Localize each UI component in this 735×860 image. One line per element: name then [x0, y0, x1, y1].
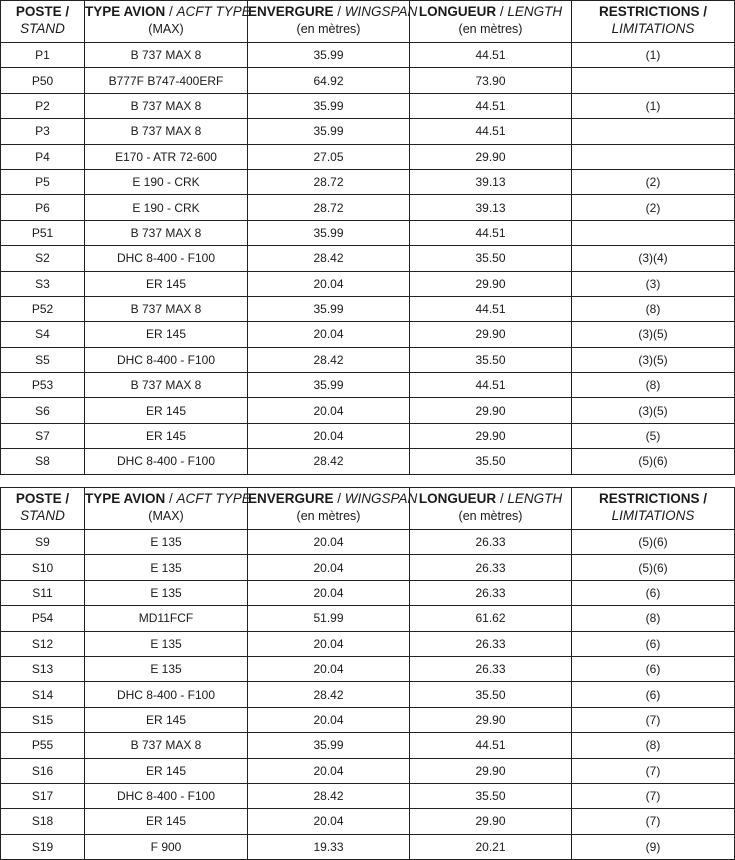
header-stand: [1, 1, 85, 43]
table-row: [1, 296, 735, 321]
header-rest-en: LIMITATIONS: [611, 21, 695, 36]
table-row: [1, 347, 735, 372]
cell-length: 26.33: [410, 580, 572, 605]
cell-stand: S11: [1, 580, 85, 605]
cell-wingspan: 27.05: [248, 144, 410, 169]
header-len-unit: (en mètres): [458, 22, 523, 36]
table-row: [1, 555, 735, 580]
cell-restrictions: (5)(6): [572, 530, 735, 555]
cell-wingspan: 51.99: [248, 606, 410, 631]
cell-restrictions: (5): [572, 423, 735, 448]
cell-length: 44.51: [410, 220, 572, 245]
table-row: [1, 220, 735, 245]
cell-stand: P53: [1, 373, 85, 398]
header-stand-fr: POSTE: [15, 491, 62, 506]
cell-stand: P2: [1, 93, 85, 118]
header-len-fr: LONGUEUR: [418, 491, 497, 506]
header-type-sep: /: [165, 491, 177, 506]
cell-aircraft-type: E 190 - CRK: [85, 195, 248, 220]
table-row: [1, 733, 735, 758]
cell-wingspan: 28.42: [248, 682, 410, 707]
cell-wingspan: 35.99: [248, 119, 410, 144]
cell-restrictions: [572, 144, 735, 169]
cell-stand: S14: [1, 682, 85, 707]
cell-aircraft-type: B 737 MAX 8: [85, 119, 248, 144]
cell-stand: S10: [1, 555, 85, 580]
header-type-sep: /: [165, 4, 177, 19]
cell-restrictions: [572, 68, 735, 93]
table-header-row: [1, 488, 735, 530]
cell-length: 35.50: [410, 682, 572, 707]
header-span-fr: ENVERGURE: [248, 491, 334, 506]
table-row: [1, 144, 735, 169]
header-stand-sep: /: [61, 491, 70, 506]
cell-restrictions: (6): [572, 580, 735, 605]
cell-length: 39.13: [410, 169, 572, 194]
cell-aircraft-type: DHC 8-400 - F100: [85, 783, 248, 808]
table-row: [1, 707, 735, 732]
cell-wingspan: 20.04: [248, 423, 410, 448]
cell-stand: P6: [1, 195, 85, 220]
cell-wingspan: 28.42: [248, 449, 410, 474]
table-body: [1, 43, 735, 475]
cell-restrictions: (6): [572, 631, 735, 656]
cell-aircraft-type: E 135: [85, 555, 248, 580]
cell-length: 35.50: [410, 246, 572, 271]
cell-aircraft-type: ER 145: [85, 271, 248, 296]
cell-wingspan: 28.42: [248, 783, 410, 808]
table-row: [1, 682, 735, 707]
cell-wingspan: 35.99: [248, 93, 410, 118]
header-rest-sep: /: [699, 491, 708, 506]
cell-stand: S19: [1, 834, 85, 859]
cell-stand: P51: [1, 220, 85, 245]
cell-restrictions: (1): [572, 43, 735, 68]
header-rest-fr: RESTRICTIONS: [598, 4, 700, 19]
cell-length: 26.33: [410, 555, 572, 580]
header-stand-fr: POSTE: [15, 4, 62, 19]
cell-aircraft-type: B 737 MAX 8: [85, 93, 248, 118]
header-length: [410, 1, 572, 43]
cell-restrictions: (8): [572, 296, 735, 321]
header-stand: [1, 488, 85, 530]
table-row: [1, 246, 735, 271]
cell-aircraft-type: DHC 8-400 - F100: [85, 246, 248, 271]
cell-aircraft-type: E 135: [85, 530, 248, 555]
stand-table-2: [0, 487, 735, 860]
cell-stand: P1: [1, 43, 85, 68]
header-stand-sep: /: [61, 4, 70, 19]
cell-wingspan: 20.04: [248, 707, 410, 732]
cell-wingspan: 20.04: [248, 555, 410, 580]
cell-restrictions: (9): [572, 834, 735, 859]
cell-length: 29.90: [410, 423, 572, 448]
header-len-fr: LONGUEUR: [418, 4, 497, 19]
header-stand-en: STAND: [20, 21, 65, 36]
table-body: [1, 530, 735, 860]
cell-stand: S6: [1, 398, 85, 423]
header-wingspan: [248, 488, 418, 530]
cell-stand: S4: [1, 322, 85, 347]
cell-stand: S2: [1, 246, 85, 271]
cell-restrictions: (8): [572, 733, 735, 758]
cell-stand: P54: [1, 606, 85, 631]
cell-wingspan: 20.04: [248, 580, 410, 605]
header-restrictions: [572, 1, 735, 43]
table-row: [1, 834, 735, 859]
header-length: [410, 488, 572, 530]
header-span-en: WINGSPAN: [344, 491, 418, 506]
cell-wingspan: 35.99: [248, 43, 410, 68]
cell-stand: S15: [1, 707, 85, 732]
cell-restrictions: [572, 119, 735, 144]
cell-wingspan: 28.42: [248, 246, 410, 271]
table-row: [1, 93, 735, 118]
header-span-sep: /: [333, 491, 345, 506]
cell-wingspan: 20.04: [248, 809, 410, 834]
cell-length: 61.62: [410, 606, 572, 631]
table-row: [1, 322, 735, 347]
cell-restrictions: (5)(6): [572, 555, 735, 580]
cell-restrictions: (6): [572, 682, 735, 707]
header-type-en: ACFT TYPE: [176, 4, 251, 19]
cell-stand: S7: [1, 423, 85, 448]
header-type-fr: TYPE AVION: [85, 4, 166, 19]
cell-stand: P3: [1, 119, 85, 144]
cell-stand: P4: [1, 144, 85, 169]
cell-length: 44.51: [410, 733, 572, 758]
cell-restrictions: (3)(5): [572, 347, 735, 372]
cell-length: 26.33: [410, 656, 572, 681]
cell-aircraft-type: E 135: [85, 631, 248, 656]
cell-length: 29.90: [410, 322, 572, 347]
cell-aircraft-type: B 737 MAX 8: [85, 43, 248, 68]
cell-length: 29.90: [410, 398, 572, 423]
cell-aircraft-type: B 737 MAX 8: [85, 733, 248, 758]
cell-length: 35.50: [410, 347, 572, 372]
cell-length: 44.51: [410, 119, 572, 144]
table-row: [1, 809, 735, 834]
table-row: [1, 119, 735, 144]
cell-restrictions: (6): [572, 656, 735, 681]
cell-restrictions: (7): [572, 707, 735, 732]
cell-restrictions: (8): [572, 373, 735, 398]
cell-restrictions: (7): [572, 809, 735, 834]
table-row: [1, 631, 735, 656]
header-span-unit: (en mètres): [296, 22, 361, 36]
header-rest-fr: RESTRICTIONS: [598, 491, 700, 506]
cell-wingspan: 20.04: [248, 530, 410, 555]
cell-aircraft-type: ER 145: [85, 322, 248, 347]
cell-wingspan: 20.04: [248, 271, 410, 296]
cell-length: 20.21: [410, 834, 572, 859]
header-span-fr: ENVERGURE: [248, 4, 334, 19]
cell-restrictions: (7): [572, 783, 735, 808]
cell-wingspan: 20.04: [248, 398, 410, 423]
cell-stand: S9: [1, 530, 85, 555]
cell-aircraft-type: ER 145: [85, 423, 248, 448]
cell-wingspan: 35.99: [248, 220, 410, 245]
cell-wingspan: 20.04: [248, 322, 410, 347]
cell-wingspan: 19.33: [248, 834, 410, 859]
cell-length: 29.90: [410, 707, 572, 732]
header-span-en: WINGSPAN: [344, 4, 418, 19]
cell-stand: P50: [1, 68, 85, 93]
table-row: [1, 606, 735, 631]
header-span-unit: (en mètres): [296, 509, 361, 523]
table-row: [1, 580, 735, 605]
header-len-sep: /: [496, 491, 508, 506]
header-len-unit: (en mètres): [458, 509, 523, 523]
cell-wingspan: 64.92: [248, 68, 410, 93]
cell-length: 44.51: [410, 373, 572, 398]
cell-restrictions: (3)(5): [572, 322, 735, 347]
header-wingspan: [248, 1, 418, 43]
cell-stand: S12: [1, 631, 85, 656]
cell-aircraft-type: E 135: [85, 580, 248, 605]
cell-aircraft-type: DHC 8-400 - F100: [85, 449, 248, 474]
table-row: [1, 169, 735, 194]
cell-restrictions: (7): [572, 758, 735, 783]
header-len-en: LENGTH: [507, 491, 563, 506]
cell-restrictions: (3)(4): [572, 246, 735, 271]
header-span-sep: /: [333, 4, 345, 19]
cell-aircraft-type: ER 145: [85, 758, 248, 783]
cell-aircraft-type: DHC 8-400 - F100: [85, 347, 248, 372]
cell-restrictions: (2): [572, 169, 735, 194]
header-type: [85, 1, 251, 43]
cell-aircraft-type: E170 - ATR 72-600: [85, 144, 248, 169]
cell-stand: P52: [1, 296, 85, 321]
cell-stand: S8: [1, 449, 85, 474]
cell-wingspan: 28.72: [248, 169, 410, 194]
table-row: [1, 43, 735, 68]
table-row: [1, 530, 735, 555]
cell-wingspan: 35.99: [248, 733, 410, 758]
cell-stand: S16: [1, 758, 85, 783]
cell-stand: S18: [1, 809, 85, 834]
cell-wingspan: 20.04: [248, 758, 410, 783]
table-row: [1, 758, 735, 783]
cell-aircraft-type: B777F B747-400ERF: [85, 68, 248, 93]
table-row: [1, 271, 735, 296]
cell-length: 44.51: [410, 43, 572, 68]
header-stand-en: STAND: [20, 508, 65, 523]
cell-aircraft-type: E 190 - CRK: [85, 169, 248, 194]
cell-restrictions: (5)(6): [572, 449, 735, 474]
cell-stand: P5: [1, 169, 85, 194]
cell-length: 29.90: [410, 809, 572, 834]
header-type-note: (MAX): [148, 509, 184, 523]
table-row: [1, 373, 735, 398]
table-row: [1, 449, 735, 474]
cell-aircraft-type: ER 145: [85, 398, 248, 423]
cell-length: 35.50: [410, 449, 572, 474]
cell-aircraft-type: ER 145: [85, 809, 248, 834]
header-len-sep: /: [496, 4, 508, 19]
cell-aircraft-type: MD11FCF: [85, 606, 248, 631]
cell-stand: S17: [1, 783, 85, 808]
cell-length: 44.51: [410, 93, 572, 118]
header-type-fr: TYPE AVION: [85, 491, 166, 506]
table-row: [1, 398, 735, 423]
header-type-note: (MAX): [148, 22, 184, 36]
cell-length: 39.13: [410, 195, 572, 220]
table-row: [1, 195, 735, 220]
header-rest-en: LIMITATIONS: [611, 508, 695, 523]
cell-length: 26.33: [410, 530, 572, 555]
cell-wingspan: 35.99: [248, 373, 410, 398]
cell-aircraft-type: B 737 MAX 8: [85, 296, 248, 321]
cell-wingspan: 28.72: [248, 195, 410, 220]
cell-aircraft-type: B 737 MAX 8: [85, 373, 248, 398]
table-row: [1, 656, 735, 681]
header-type-en: ACFT TYPE: [176, 491, 251, 506]
cell-wingspan: 20.04: [248, 656, 410, 681]
cell-length: 35.50: [410, 783, 572, 808]
table-row: [1, 783, 735, 808]
cell-wingspan: 28.42: [248, 347, 410, 372]
table-header-row: [1, 1, 735, 43]
cell-restrictions: [572, 220, 735, 245]
cell-aircraft-type: DHC 8-400 - F100: [85, 682, 248, 707]
cell-wingspan: 35.99: [248, 296, 410, 321]
cell-length: 44.51: [410, 296, 572, 321]
table-row: [1, 68, 735, 93]
cell-length: 73.90: [410, 68, 572, 93]
cell-stand: P55: [1, 733, 85, 758]
cell-length: 29.90: [410, 271, 572, 296]
cell-restrictions: (3): [572, 271, 735, 296]
cell-aircraft-type: F 900: [85, 834, 248, 859]
cell-restrictions: (1): [572, 93, 735, 118]
header-type: [85, 488, 251, 530]
cell-wingspan: 20.04: [248, 631, 410, 656]
cell-restrictions: (2): [572, 195, 735, 220]
cell-restrictions: (8): [572, 606, 735, 631]
cell-length: 29.90: [410, 758, 572, 783]
cell-stand: S3: [1, 271, 85, 296]
cell-aircraft-type: B 737 MAX 8: [85, 220, 248, 245]
table-row: [1, 423, 735, 448]
cell-stand: S5: [1, 347, 85, 372]
header-len-en: LENGTH: [507, 4, 563, 19]
cell-aircraft-type: ER 145: [85, 707, 248, 732]
cell-aircraft-type: E 135: [85, 656, 248, 681]
header-rest-sep: /: [699, 4, 708, 19]
cell-length: 29.90: [410, 144, 572, 169]
header-restrictions: [572, 488, 735, 530]
cell-stand: S13: [1, 656, 85, 681]
cell-restrictions: (3)(5): [572, 398, 735, 423]
cell-length: 26.33: [410, 631, 572, 656]
